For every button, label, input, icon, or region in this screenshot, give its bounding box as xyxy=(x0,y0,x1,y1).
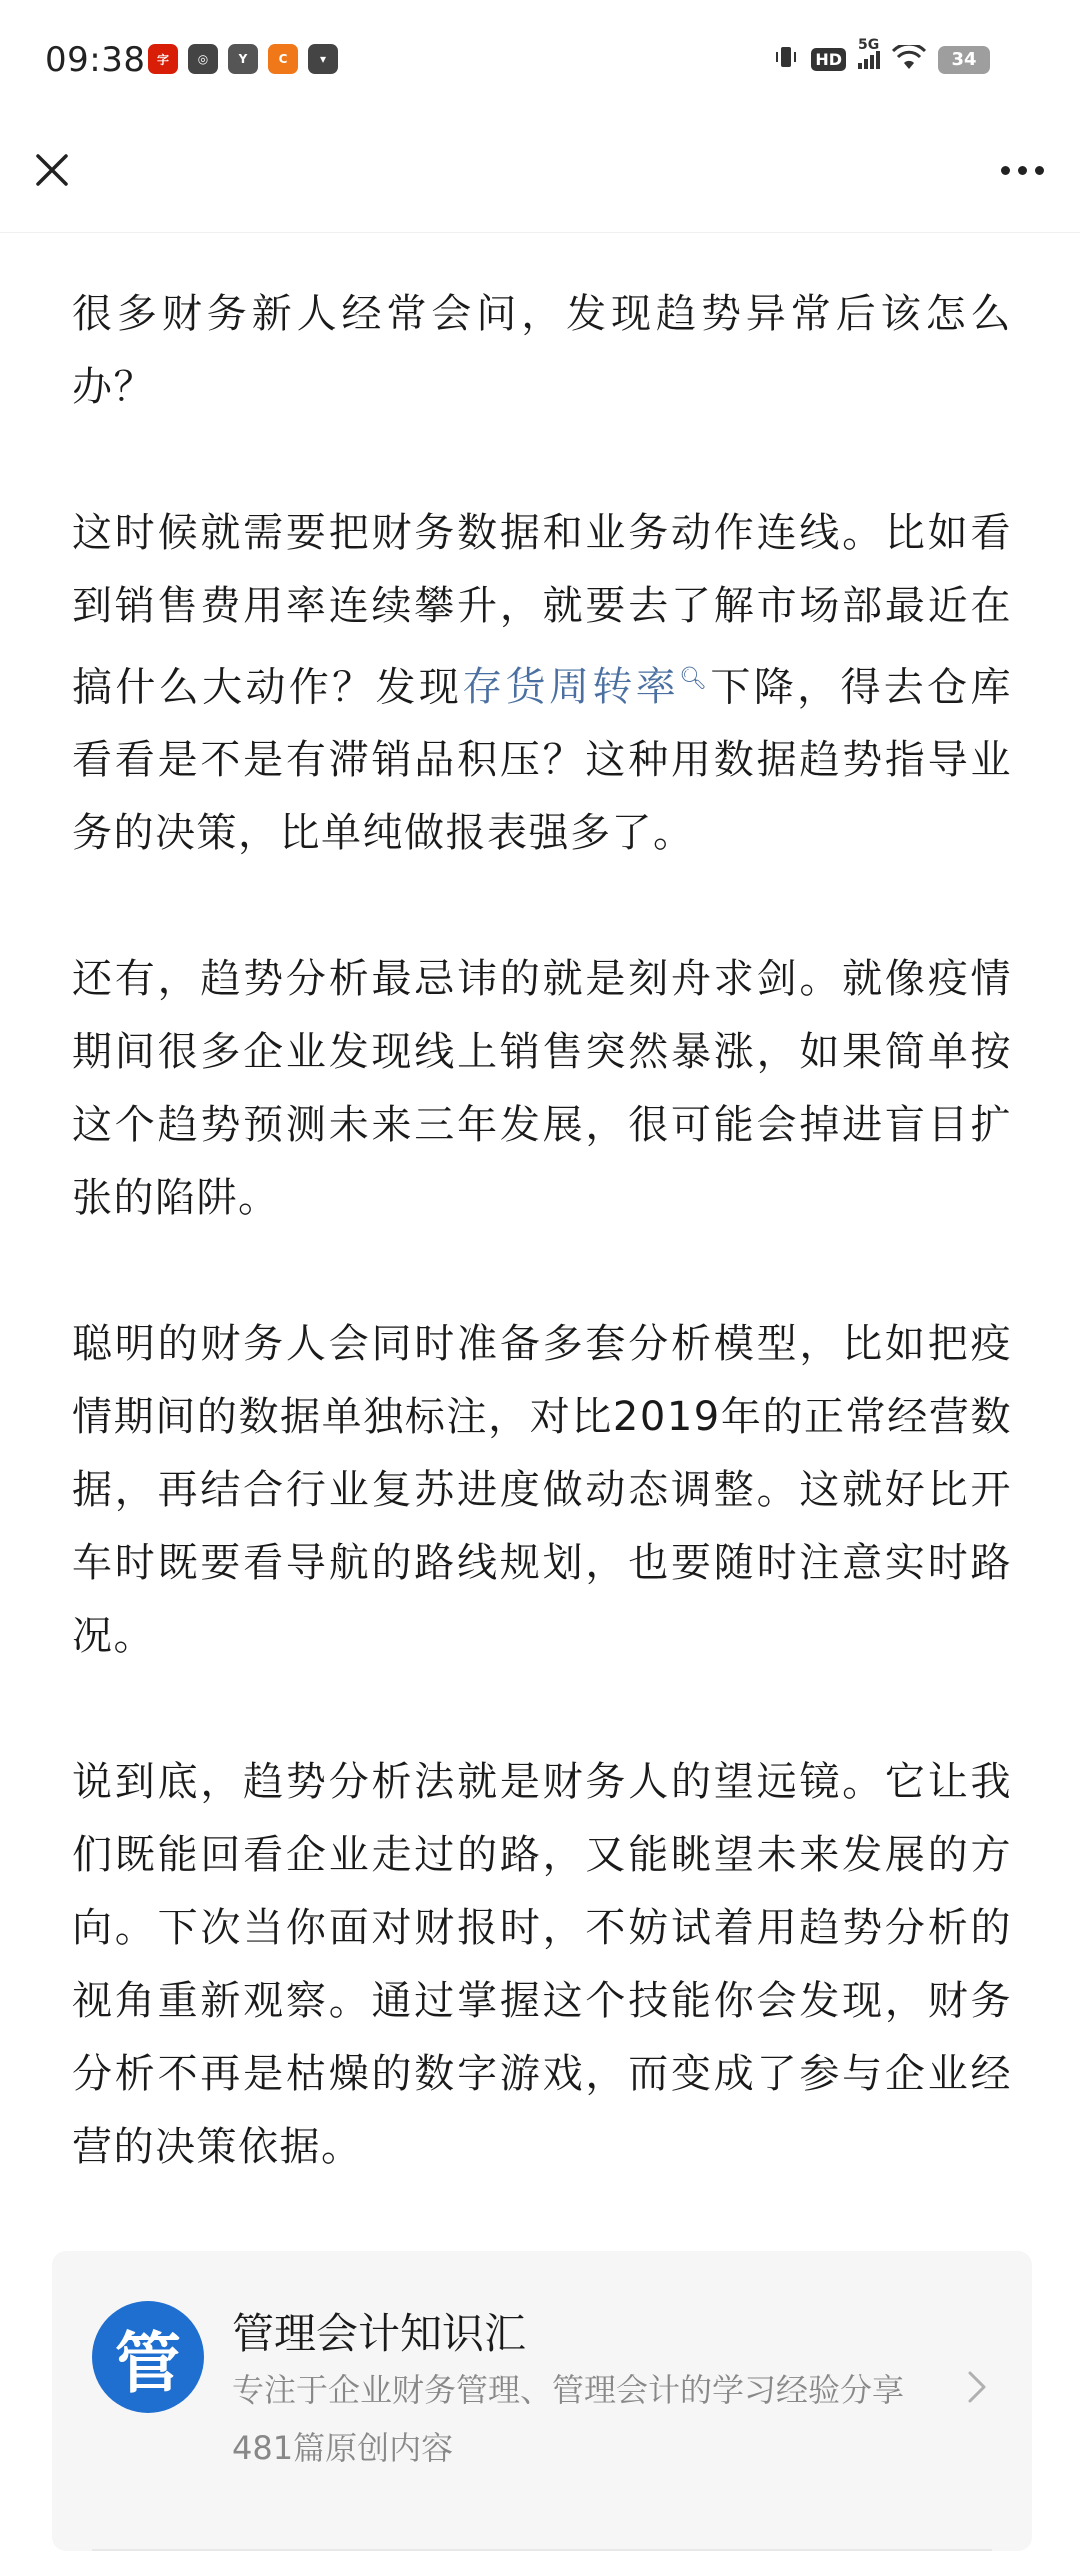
close-icon xyxy=(32,150,72,190)
chevron-right-icon xyxy=(962,2367,992,2407)
wifi-icon xyxy=(892,45,926,75)
message-icon: ▾ xyxy=(308,44,338,74)
paragraph-text: 这时候就需要把财务数据和业务动作连线。比如看到销售费用率连续攀升，就要去了解市场部最近在搞什么大动作？发现 xyxy=(72,510,1012,711)
account-name: 管理会计知识汇 xyxy=(232,2309,527,2358)
article-body xyxy=(72,278,1012,2257)
app-icon-orange: C xyxy=(268,44,298,74)
more-icon-dot xyxy=(1001,166,1010,175)
top-nav-bar xyxy=(0,126,1080,233)
account-description: 专注于企业财务管理、管理会计的学习经验分享 xyxy=(232,2371,905,2409)
original-content-count: 481篇原创内容 xyxy=(232,2429,454,2467)
paragraph-text: 下降，得去仓库看看是不是有滞销品积压？这种用数据趋势指导业务的决策，比单纯做报表强多了。 xyxy=(72,664,1013,857)
hd-badge: HD xyxy=(811,48,846,71)
article-paragraph: 聪明的财务人会同时准备多套分析模型，比如把疫情期间的数据单独标注，对比2019年的正常经营数据，再结合行业复苏进度做动态调整。这就好比开车时既要看导航的路线规划，也要随时注意实时路况。 xyxy=(72,1321,1012,1660)
article-paragraph: 说到底，趋势分析法就是财务人的望远镜。它让我们既能回看企业走过的路，又能眺望未来发展的方向。下次当你面对财报时，不妨试着用趋势分析的视角重新观察。通过掌握这个技能你会发现，财务分析不再是枯燥的数字游戏，而变成了参与企业经营的决策依据。 xyxy=(72,1759,1012,2171)
more-icon-dot xyxy=(1035,166,1044,175)
signal-icon xyxy=(858,36,880,69)
keyword-search-link[interactable] xyxy=(462,664,710,710)
app-icon-1: 字 xyxy=(148,44,178,74)
wechat-icon: ◎ xyxy=(188,44,218,74)
system-icons xyxy=(773,36,990,75)
status-time: 09:38 xyxy=(45,40,146,80)
more-icon-dot xyxy=(1018,166,1027,175)
close-button[interactable] xyxy=(22,140,82,200)
avatar-text: 管 xyxy=(115,2324,181,2402)
account-profile-card[interactable] xyxy=(52,2251,1032,2551)
vibrate-icon xyxy=(773,44,799,75)
search-icon: 🔍︎ xyxy=(679,667,711,692)
battery-indicator: 34 xyxy=(938,46,990,74)
status-bar xyxy=(0,0,1080,126)
article-paragraph: 很多财务新人经常会问，发现趋势异常后该怎么办？ xyxy=(72,291,1012,410)
article-paragraph: 还有，趋势分析最忌讳的就是刻舟求剑。就像疫情期间很多企业发现线上销售突然暴涨，如果简单按这个趋势预测未来三年发展，很可能会掉进盲目扩张的陷阱。 xyxy=(72,956,1012,1222)
notification-icons xyxy=(148,44,338,74)
youku-icon: Y xyxy=(228,44,258,74)
more-options-button[interactable] xyxy=(986,140,1058,200)
article-paragraph xyxy=(72,497,1012,870)
keyword-link-text: 存货周转率 xyxy=(462,664,680,711)
avatar xyxy=(92,2301,204,2413)
signal-label: 5G xyxy=(858,36,880,53)
